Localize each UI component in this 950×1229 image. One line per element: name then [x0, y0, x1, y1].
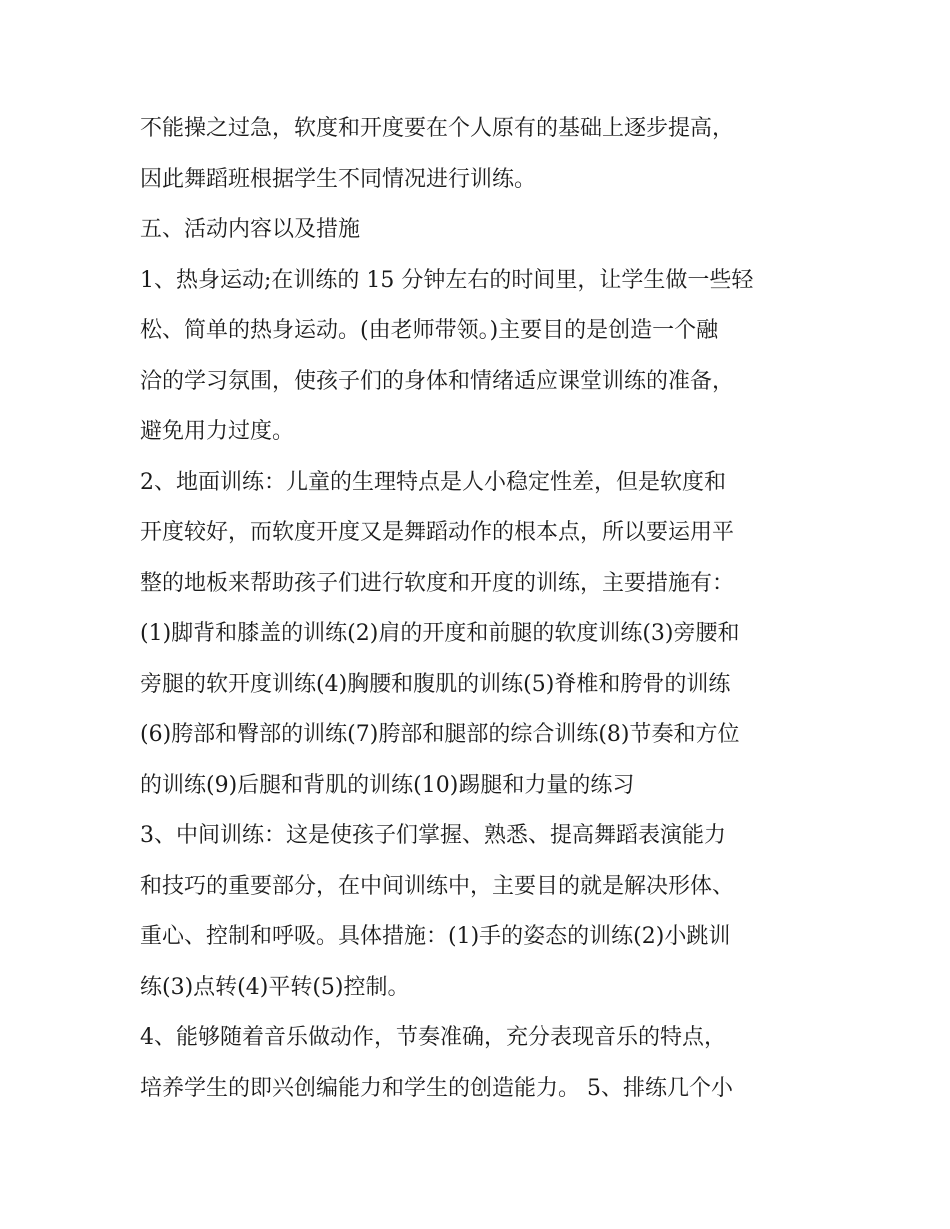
- text-line: 避免用力过度。: [140, 419, 295, 444]
- text-line: 3、中间训练：这是使孩子们掌握、熟悉、提高舞蹈表演能力: [140, 823, 726, 848]
- text-line: (6)胯部和臀部的训练(7)胯部和腿部的综合训练(8)节奏和方位: [140, 722, 740, 747]
- text-line: 洽的学习氛围，使孩子们的身体和情绪适应课堂训练的准备，: [140, 368, 735, 394]
- text-line: 练(3)点转(4)平转(5)控制。: [140, 974, 410, 1000]
- text-line: 松、简单的热身运动。(由老师带领。)主要目的是创造一个融: [140, 318, 719, 343]
- text-line: 不能操之过急，软度和开度要在个人原有的基础上逐步提高，: [140, 116, 735, 141]
- text-line: 的训练(9)后腿和背肌的训练(10)踢腿和力量的练习: [140, 772, 635, 798]
- text-line: (1)脚背和膝盖的训练(2)肩的开度和前腿的软度训练(3)旁腰和: [140, 621, 740, 646]
- text-line: 开度较好，而软度开度又是舞蹈动作的根本点，所以要运用平: [140, 520, 735, 545]
- text-line: 1、热身运动;在训练的 15 分钟左右的时间里，让学生做一些轻: [140, 267, 754, 293]
- text-line: 4、能够随着音乐做动作，节奏准确，充分表现音乐的特点，: [140, 1025, 726, 1050]
- text-line: 和技巧的重要部分，在中间训练中，主要目的就是解决形体、: [140, 873, 735, 899]
- text-line: 2、地面训练：儿童的生理特点是人小稳定性差，但是软度和: [140, 469, 726, 495]
- text-line: 因此舞蹈班根据学生不同情况进行训练。: [140, 166, 537, 192]
- text-line: 培养学生的即兴创编能力和学生的创造能力。 5、排练几个小: [140, 1075, 733, 1101]
- document-body: [140, 104, 820, 1114]
- section-heading: 五、活动内容以及措施: [140, 217, 361, 242]
- text-line: 旁腿的软开度训练(4)胸腰和腹肌的训练(5)脊椎和胯骨的训练: [140, 671, 731, 697]
- text-line: 重心、控制和呼吸。具体措施：(1)手的姿态的训练(2)小跳训: [140, 924, 731, 949]
- text-line: 整的地板来帮助孩子们进行软度和开度的训练，主要措施有：: [140, 570, 735, 596]
